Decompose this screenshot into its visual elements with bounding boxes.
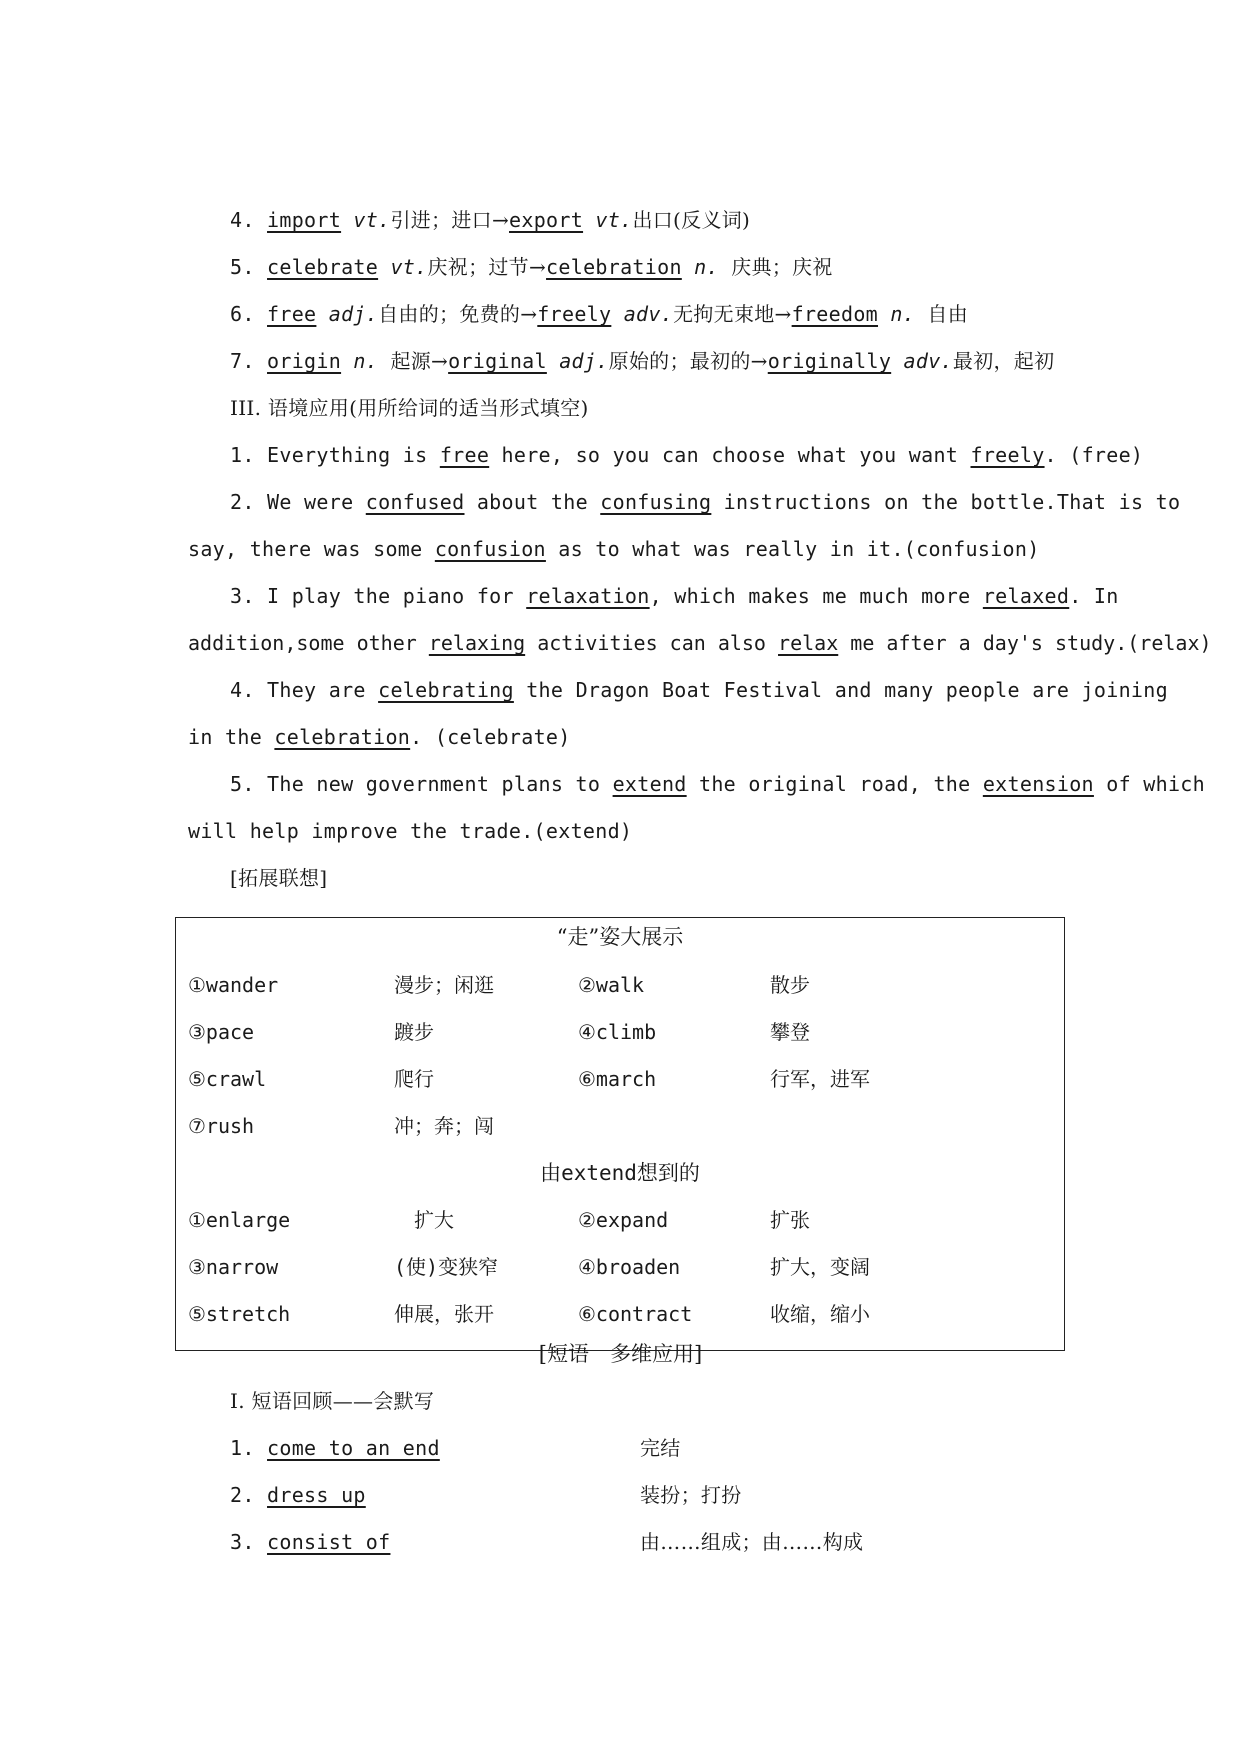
extend-word: ②expand xyxy=(578,1208,669,1232)
sentence-2-line2: say, there was some confusion as to what was really in it.(confusion) xyxy=(188,537,1040,561)
walk-word: ⑦rush xyxy=(188,1114,255,1138)
walk-word: ④climb xyxy=(578,1020,657,1044)
walk-meaning: 爬行 xyxy=(394,1067,434,1091)
phrase-item: 1. come to an end xyxy=(230,1436,440,1460)
walk-meaning: 行军，进军 xyxy=(770,1067,870,1091)
sentence-2-line1: 2. We were confused about the confusing instructions on the bottle.That is to xyxy=(230,490,1181,514)
extend-meaning: 扩大，变阔 xyxy=(770,1255,870,1279)
extend-word: ①enlarge xyxy=(188,1208,291,1232)
walk-meaning: 散步 xyxy=(770,973,810,997)
word-item-4: 4. import vt.引进；进口→export vt.出口(反义词) xyxy=(230,208,751,232)
walk-meaning: 漫步；闲逛 xyxy=(394,973,494,997)
phrase-section-title: [短语 多维应用] xyxy=(538,1342,703,1366)
extend-word: ④broaden xyxy=(578,1255,681,1279)
extend-word: ③narrow xyxy=(188,1255,279,1279)
walk-meaning: 踱步 xyxy=(394,1020,434,1044)
walk-word: ⑤crawl xyxy=(188,1067,267,1091)
phrase-meaning: 装扮；打扮 xyxy=(640,1483,742,1507)
walk-word: ⑥march xyxy=(578,1067,657,1091)
expand-title: [拓展联想] xyxy=(230,866,328,890)
section-title-context: III. 语境应用(用所给词的适当形式填空) xyxy=(230,396,589,420)
walk-meaning: 冲；奔；闯 xyxy=(394,1114,494,1138)
extend-meaning: 伸展，张开 xyxy=(394,1302,494,1326)
sentence-4-line1: 4. They are celebrating the Dragon Boat Festival and many people are joining xyxy=(230,678,1168,702)
sentence-3-line2: addition,some other relaxing activities can also relax me after a day's study.(relax) xyxy=(188,631,1212,655)
word-item-5: 5. celebrate vt.庆祝；过节→celebration n. 庆典；庆祝 xyxy=(230,255,833,279)
phrase-item: 2. dress up xyxy=(230,1483,366,1507)
extend-word: ⑤stretch xyxy=(188,1302,291,1326)
phrase-meaning: 由……组成；由……构成 xyxy=(640,1530,864,1554)
sentence-5-line2: will help improve the trade.(extend) xyxy=(188,819,633,843)
extend-meaning: 收缩，缩小 xyxy=(770,1302,870,1326)
phrase-subtitle: Ⅰ. 短语回顾——会默写 xyxy=(230,1389,435,1413)
extend-meaning: 扩张 xyxy=(770,1208,810,1232)
box-heading-extend: 由extend想到的 xyxy=(540,1161,700,1185)
word-item-7: 7. origin n. 起源→original adj.原始的；最初的→originally adv.最初，起初 xyxy=(230,349,1055,373)
box-heading-walk: “走”姿大展示 xyxy=(556,925,684,949)
extend-meaning: (使)变狭窄 xyxy=(394,1255,499,1279)
phrase-item: 3. consist of xyxy=(230,1530,391,1554)
word-item-6: 6. free adj.自由的；免费的→freely adv.无拘无束地→freedom n. 自由 xyxy=(230,302,968,326)
sentence-4-line2: in the celebration. (celebrate) xyxy=(188,725,571,749)
association-box xyxy=(175,917,1065,1351)
extend-meaning: 扩大 xyxy=(414,1208,454,1232)
walk-word: ③pace xyxy=(188,1020,255,1044)
sentence-1: 1. Everything is free here, so you can choose what you want freely. (free) xyxy=(230,443,1144,467)
sentence-3-line1: 3. I play the piano for relaxation, which makes me much more relaxed. In xyxy=(230,584,1119,608)
walk-word: ①wander xyxy=(188,973,279,997)
extend-word: ⑥contract xyxy=(578,1302,693,1326)
phrase-meaning: 完结 xyxy=(640,1436,681,1460)
sentence-5-line1: 5. The new government plans to extend the original road, the extension of which xyxy=(230,772,1205,796)
walk-word: ②walk xyxy=(578,973,645,997)
walk-meaning: 攀登 xyxy=(770,1020,810,1044)
